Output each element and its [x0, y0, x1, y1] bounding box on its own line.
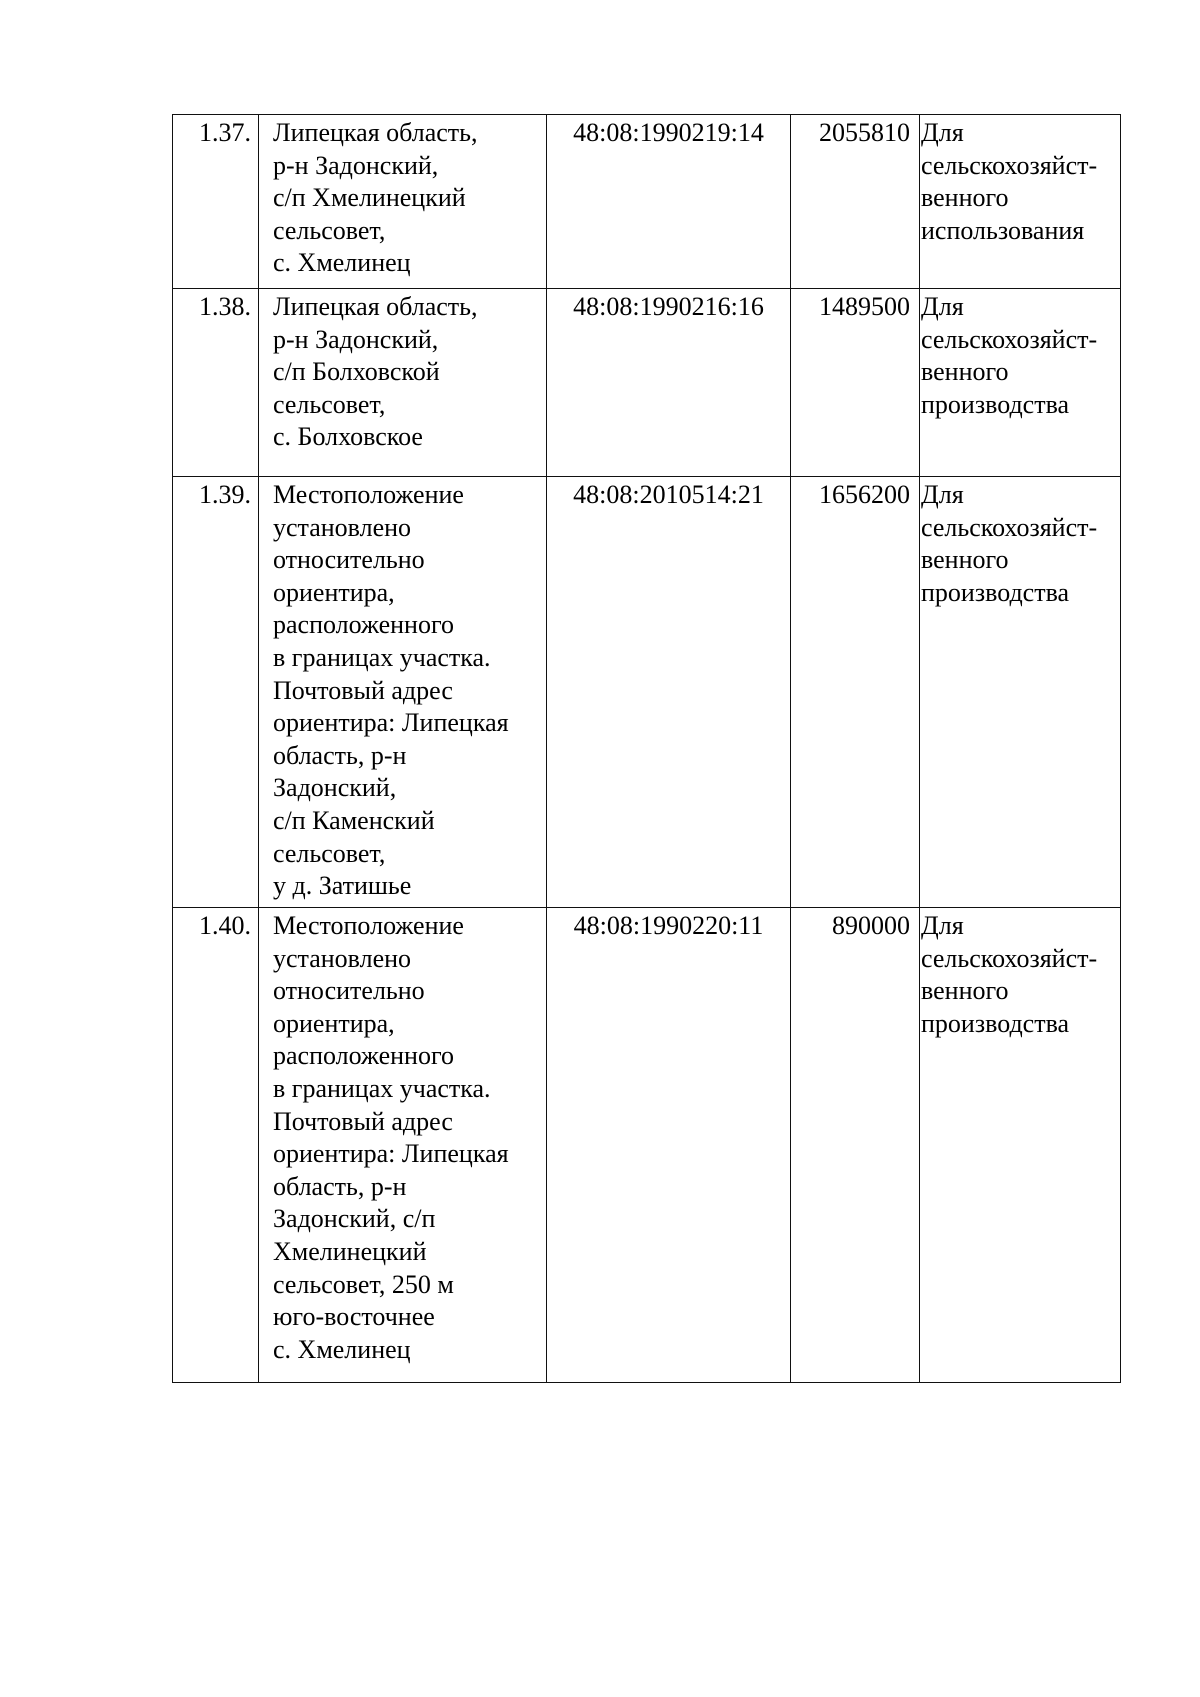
address-line: расположенного	[273, 1041, 454, 1071]
address-line: Задонский, с/п	[273, 1204, 436, 1234]
address-line: относительно	[273, 976, 425, 1006]
table-row	[173, 908, 1121, 1383]
use-line: производства	[921, 389, 1070, 419]
plot-address	[259, 908, 547, 1383]
address-line: Почтовый адрес	[273, 675, 453, 705]
row-number: 1.39.	[173, 477, 259, 908]
address-line: р-н Задонский,	[273, 324, 439, 354]
plot-area: 2055810	[791, 115, 920, 289]
use-line: венного	[921, 976, 1009, 1006]
land-use	[920, 289, 1121, 477]
row-number: 1.37.	[173, 115, 259, 289]
address-line: сельсовет, 250 м	[273, 1269, 454, 1299]
plot-address	[259, 477, 547, 908]
use-line: сельскохозяйст-	[921, 150, 1098, 180]
use-line: Для	[921, 480, 964, 509]
address-line: с. Болховское	[273, 422, 423, 452]
address-line: Местоположение	[273, 911, 464, 940]
address-line: ориентира,	[273, 577, 395, 607]
address-line: р-н Задонский,	[273, 150, 439, 180]
use-line: использования	[921, 215, 1085, 245]
cadastral-number: 48:08:2010514:21	[547, 477, 791, 908]
table-row	[173, 477, 1121, 908]
land-use	[920, 908, 1121, 1383]
land-plots-table	[172, 114, 1121, 1383]
address-line: сельсовет,	[273, 838, 386, 868]
plot-address	[259, 115, 547, 289]
cadastral-number: 48:08:1990220:11	[547, 908, 791, 1383]
use-line: Для	[921, 292, 964, 321]
address-line: сельсовет,	[273, 389, 386, 419]
address-line: Задонский,	[273, 773, 397, 803]
land-use	[920, 477, 1121, 908]
use-line: венного	[921, 357, 1009, 387]
cadastral-number: 48:08:1990219:14	[547, 115, 791, 289]
use-line: сельскохозяйст-	[921, 512, 1098, 542]
address-line: в границах участка.	[273, 642, 491, 672]
address-line: с/п Каменский	[273, 805, 435, 835]
address-line: расположенного	[273, 610, 454, 640]
plot-area: 1656200	[791, 477, 920, 908]
plot-address	[259, 289, 547, 477]
address-line: сельсовет,	[273, 215, 386, 245]
address-line: Хмелинецкий	[273, 1236, 427, 1266]
table-row	[173, 289, 1121, 477]
cadastral-number: 48:08:1990216:16	[547, 289, 791, 477]
address-line: Местоположение	[273, 480, 464, 509]
address-line: ориентира: Липецкая	[273, 708, 509, 738]
address-line: область, р-н	[273, 1171, 407, 1201]
address-line: ориентира: Липецкая	[273, 1139, 509, 1169]
address-line: с/п Болховской	[273, 357, 440, 387]
use-line: производства	[921, 577, 1070, 607]
use-line: сельскохозяйст-	[921, 324, 1098, 354]
address-line: с. Хмелинец	[273, 248, 411, 278]
use-line: венного	[921, 183, 1009, 213]
use-line: сельскохозяйст-	[921, 943, 1098, 973]
row-number: 1.40.	[173, 908, 259, 1383]
table-body	[173, 115, 1121, 1383]
address-line: установлено	[273, 943, 412, 973]
table-row	[173, 115, 1121, 289]
address-line: с. Хмелинец	[273, 1334, 411, 1364]
plot-area: 890000	[791, 908, 920, 1383]
address-line: юго-восточнее	[273, 1302, 435, 1332]
address-line: Почтовый адрес	[273, 1106, 453, 1136]
use-line: венного	[921, 545, 1009, 575]
address-line: относительно	[273, 545, 425, 575]
address-line: установлено	[273, 512, 412, 542]
land-use	[920, 115, 1121, 289]
use-line: Для	[921, 911, 964, 940]
use-line: Для	[921, 118, 964, 147]
address-line: у д. Затишье	[273, 871, 412, 901]
plot-area: 1489500	[791, 289, 920, 477]
address-line: Липецкая область,	[273, 292, 478, 321]
address-line: с/п Хмелинецкий	[273, 183, 466, 213]
row-number: 1.38.	[173, 289, 259, 477]
address-line: в границах участка.	[273, 1073, 491, 1103]
address-line: ориентира,	[273, 1008, 395, 1038]
use-line: производства	[921, 1008, 1070, 1038]
address-line: Липецкая область,	[273, 118, 478, 147]
address-line: область, р-н	[273, 740, 407, 770]
